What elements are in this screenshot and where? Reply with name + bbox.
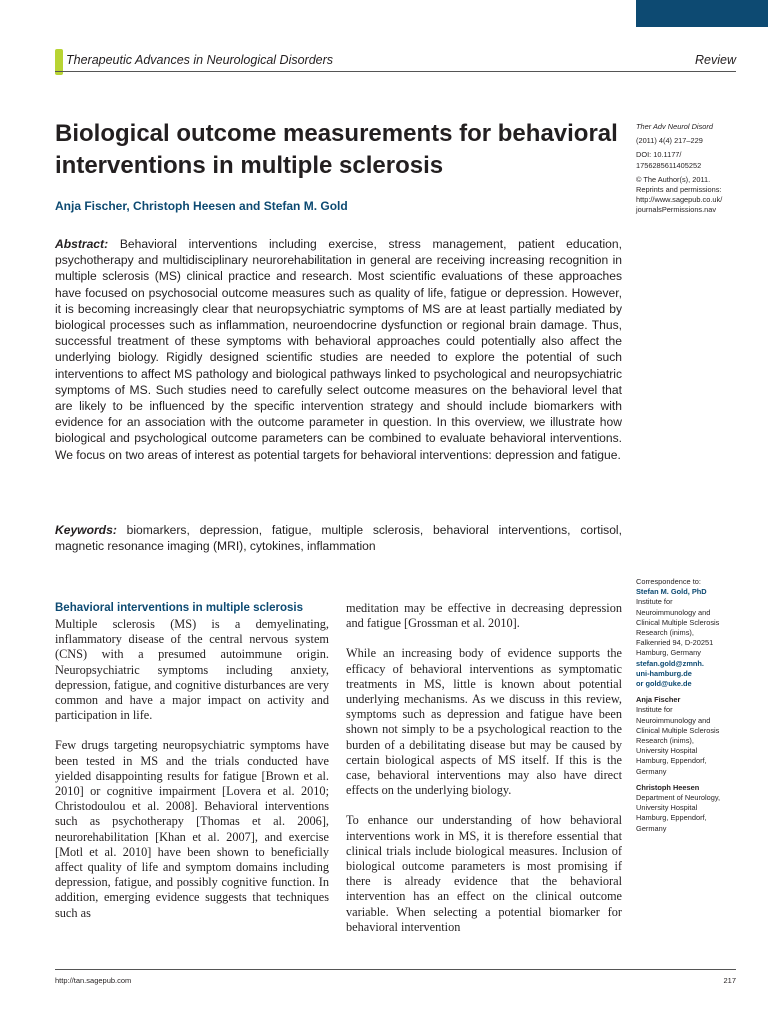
body-paragraph: meditation may be effective in decreasing depression and fatigue [Grossman et al. 2010]. xyxy=(346,601,622,631)
reprints-label: Reprints and permissions: xyxy=(636,185,722,195)
footer-url[interactable]: http://tan.sagepub.com xyxy=(55,976,132,985)
correspondence-affiliation: Hamburg, Germany xyxy=(636,648,701,658)
header-rule xyxy=(55,71,736,72)
body-paragraph: Few drugs targeting neuropsychiatric symptoms have been tested in MS and the trials conducted have yielded disappointing results for fatigue [Brown et al. 2010] or cognitive impairment [Lovera et al. 2010; Christodoulou et al. 2008]. Behavioral interventions such as psychotherapy [Thomas et al. 2006], neurorehabilitation [Khan et al. 2007], and exercise [Motl et al. 2010] have been shown to beneficially affect quality of life and symptom domains including depression, fatigue, and possibly cognitive function. In addition, emerging evidence suggests that techniques such as xyxy=(55,738,329,920)
author-list: Anja Fischer, Christoph Heesen and Stefan M. Gold xyxy=(55,199,348,213)
abstract-label: Abstract xyxy=(55,237,105,251)
article-title: Biological outcome measurements for behavioral interventions in multiple sclerosis xyxy=(55,120,618,179)
correspondence-sidebar xyxy=(636,577,746,834)
keywords-text: biomarkers, depression, fatigue, multiple sclerosis, behavioral interventions, cortisol, magnetic resonance imaging (MRI), cytokines, inflammation xyxy=(55,523,622,554)
coauthor-affiliation: Hamburg, Eppendorf, xyxy=(636,813,707,823)
coauthor-name: Anja Fischer xyxy=(636,695,681,705)
volume-pages: (2011) 4(4) 217–229 xyxy=(636,136,703,146)
coauthor-affiliation: Clinical Multiple Sclerosis xyxy=(636,725,720,735)
body-column-left xyxy=(55,601,329,921)
permissions-url-line-1[interactable]: http://www.sagepub.co.uk/ xyxy=(636,195,723,205)
coauthor-affiliation: Institute for xyxy=(636,705,673,715)
correspondence-affiliation: Falkenried 94, D-20251 xyxy=(636,638,714,648)
copyright: © The Author(s), 2011. xyxy=(636,174,711,184)
body-paragraph: Multiple sclerosis (MS) is a demyelinating, inflammatory disease of the central nervous system (CNS) with a presumed autoimmune origin. Neuropsychiatric symptoms including anxiety, depression, fatigue, and cognitive disturbances are very common and have a major impact on activity and participation in life. xyxy=(55,617,329,723)
coauthor-affiliation: Department of Neurology, xyxy=(636,793,721,803)
page-number: 217 xyxy=(723,976,736,985)
coauthor-affiliation: Neuroimmunology and xyxy=(636,715,711,725)
correspondence-email[interactable]: stefan.gold@zmnh. xyxy=(636,658,704,668)
corner-color-block xyxy=(636,0,768,27)
correspondence-affiliation: Institute for xyxy=(636,597,673,607)
abstract-text: Behavioral interventions including exercise, stress management, patient education, psychotherapy and multidisciplinary neurorehabilitation in general are receiving increasing recognition in multiple sclerosis (MS) clinical practice and research. Most scientific evaluations of these approaches have focused on psychosocial outcome measures such as quality of life, fatigue or depression. However, it is becoming increasingly clear that neuropsychiatric symptoms of MS are at least partially mediated by biological processes such as inflammation, neuroendocrine dysfunction or regional brain damage. Thus, successful treatment of these symptoms with behavioral approaches could potentially also affect the underlying biology. Rigidly designed scientific studies are needed to explore the potential of such interventions to affect MS pathology and biological pathways linked to psychological and neuropsychiatric symptoms of MS. Such studies need to carefully select outcome measures on the behavioral level that are likely to be influenced by the specific intervention strategy and should include biomarkers with evidence for an association with the outcome parameter in question. In this overview, we illustrate how biological and psychological outcome parameters can be combined to evaluate behavioral interventions. We focus on two areas of interest as potential targets for behavioral interventions: depression and fatigue. xyxy=(55,237,622,462)
keywords xyxy=(55,522,622,554)
coauthor-affiliation: Germany xyxy=(636,766,667,776)
doi-number: 1756285611405252 xyxy=(636,160,702,170)
coauthor-affiliation: Germany xyxy=(636,823,667,833)
correspondence-affiliation: Neuroimmunology and xyxy=(636,607,711,617)
abstract xyxy=(55,236,622,463)
keywords-colon: : xyxy=(112,523,117,537)
correspondence-affiliation: Clinical Multiple Sclerosis xyxy=(636,617,720,627)
correspondence-label: Correspondence to: xyxy=(636,577,701,586)
body-paragraph: To enhance our understanding of how behavioral interventions work in MS, it is therefore essential that clinical trials include biological measures. Inclusion of biological outcome parameters is most promising if there is already evidence that the behavioral intervention has an effect on the clinical outcome variable. When selecting a potential biomarker for behavioral intervention xyxy=(346,813,622,934)
correspondence-affiliation: Research (inims), xyxy=(636,628,694,638)
correspondence-email[interactable]: uni-hamburg.de xyxy=(636,668,692,678)
body-paragraph: While an increasing body of evidence supports the efficacy of behavioral interventions as symptomatic treatments in MS, little is known about potential underlying mechanisms. As we discuss in this review, symptoms such as depression and fatigue have been shown not simply to be a psychological reaction to the burden of a debilitating disease but may be caused by certain biological aspects of MS itself. If this is the case, behavioral interventions may also have direct effects on the underlying biology. xyxy=(346,646,622,798)
permissions-url-line-2[interactable]: journalsPermissions.nav xyxy=(636,205,717,215)
correspondence-name: Stefan M. Gold, PhD xyxy=(636,587,707,597)
article-type-label: Review xyxy=(695,53,736,67)
keywords-label: Keywords xyxy=(55,523,113,537)
citation-sidebar xyxy=(636,122,746,216)
section-heading: Behavioral interventions in multiple sclerosis xyxy=(55,602,303,614)
coauthor-name: Christoph Heesen xyxy=(636,782,700,792)
abstract-colon: : xyxy=(104,237,109,251)
coauthor-affiliation: University Hospital xyxy=(636,746,698,756)
journal-abbreviation: Ther Adv Neurol Disord xyxy=(636,122,713,131)
coauthor-affiliation: University Hospital xyxy=(636,803,698,813)
body-column-right xyxy=(346,601,622,935)
coauthor-affiliation: Hamburg, Eppendorf, xyxy=(636,756,707,766)
coauthor-affiliation: Research (inims), xyxy=(636,736,694,746)
doi-label: DOI: 10.1177/ xyxy=(636,150,682,160)
journal-name: Therapeutic Advances in Neurological Disorders xyxy=(66,53,334,67)
footer-rule xyxy=(55,969,736,970)
correspondence-email[interactable]: or gold@uke.de xyxy=(636,679,692,689)
